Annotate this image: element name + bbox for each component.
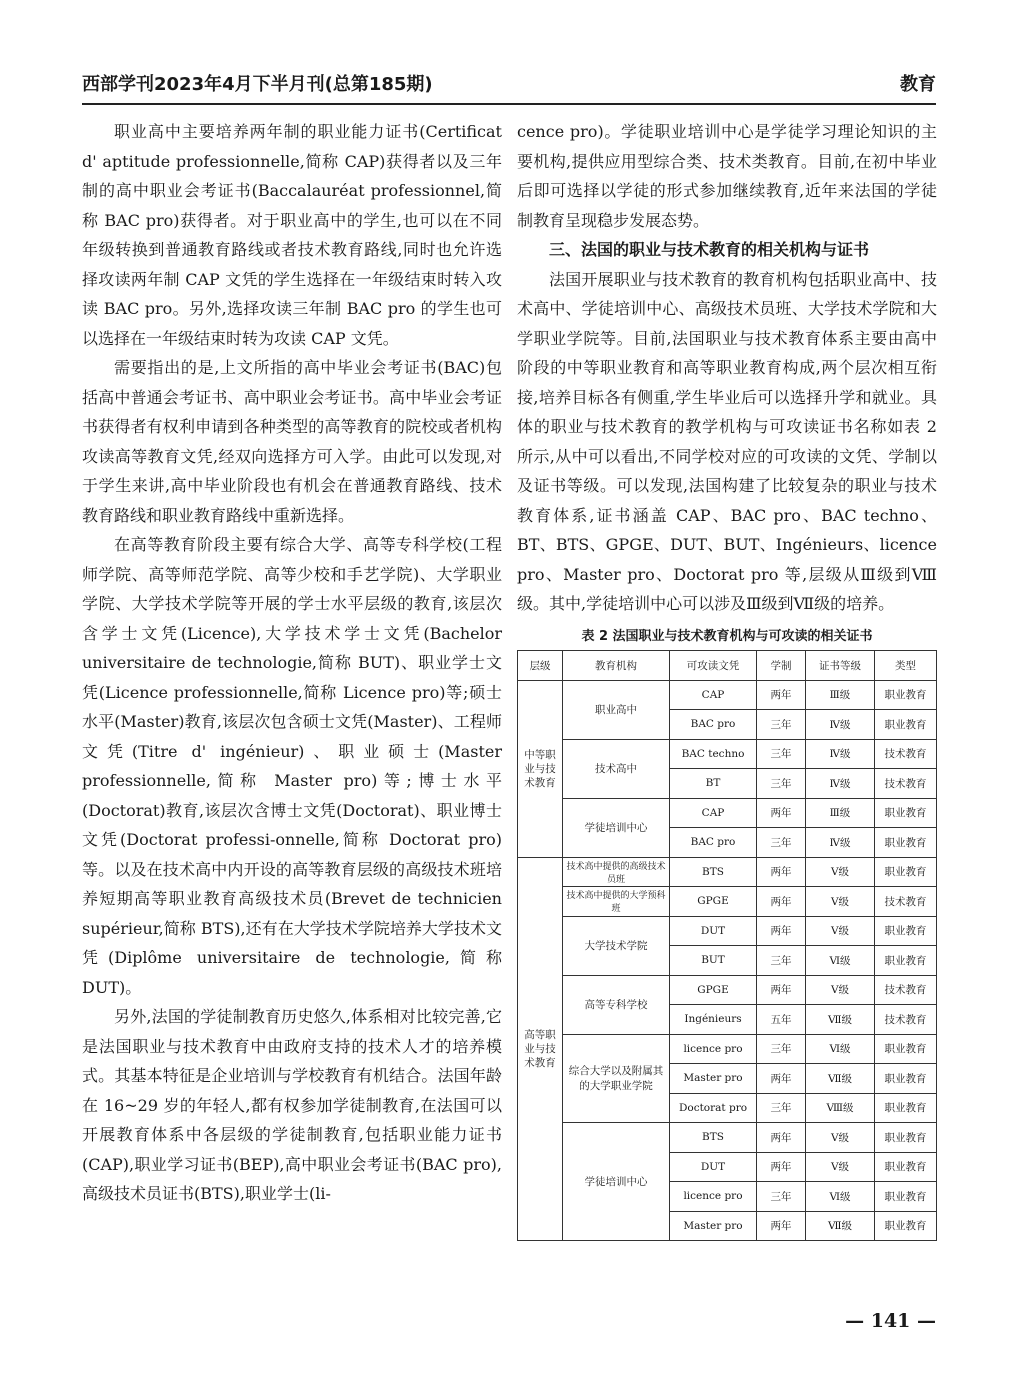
table-cell: BAC pro	[670, 710, 757, 740]
table-cell: Ⅷ级	[806, 1093, 875, 1123]
table-cell: BTS	[670, 857, 757, 887]
table-cell: 技术教育	[875, 739, 937, 769]
table-cell: 职业教育	[875, 1182, 937, 1212]
table-row	[518, 916, 937, 946]
table-cell: Ⅳ级	[806, 739, 875, 769]
table-cell: 职业教育	[875, 710, 937, 740]
table-cell: 职业教育	[875, 1093, 937, 1123]
section-label: 教育	[900, 74, 936, 95]
table-header-cell: 教育机构	[563, 650, 670, 680]
table-cell: Ⅵ级	[806, 1034, 875, 1064]
table-row	[518, 798, 937, 828]
table-cell: 三年	[757, 946, 806, 976]
paragraph-continuation: cence pro)。学徒职业培训中心是学徒学习理论知识的主要机构,提供应用型综合类、技术类教育。目前,在初中毕业后即可选择以学徒的形式参加继续教育,近年来法国的学徒制教育呈现稳步发展态势。	[517, 122, 937, 230]
table-cell: 职业教育	[875, 857, 937, 887]
table-cell: GPGE	[670, 975, 757, 1005]
table-row	[518, 857, 937, 887]
table-caption: 表 2 法国职业与技术教育机构与可攻读的相关证书	[581, 628, 873, 644]
table-header-cell: 层级	[518, 650, 563, 680]
table-cell: 两年	[757, 1064, 806, 1094]
table-cell: 三年	[757, 1034, 806, 1064]
institution-cell: 学徒培训中心	[563, 1123, 670, 1241]
table-cell: 职业教育	[875, 1123, 937, 1153]
table-cell: 职业教育	[875, 798, 937, 828]
table-cell: 两年	[757, 1152, 806, 1182]
table-row	[518, 680, 937, 710]
paragraph: 职业高中主要培养两年制的职业能力证书(Certificat d' aptitude professionnelle,简称 CAP)获得者以及三年制的高中职业会考证书(Baccalauréat professionnel,简称 BAC pro)获得者。对于职业高中的学生,也可以在不同年级转换到普通教育路线或者技术教育路线,同时也允许选择攻读两年制 CAP 文凭的学生选择在一年级结束时转入攻读 BAC pro。另外,选择攻读三年制 BAC pro 的学生也可以选择在一年级结束时转为攻读 CAP 文凭。	[82, 122, 502, 348]
institution-cell: 学徒培训中心	[563, 798, 670, 857]
table-cell: Ingénieurs	[670, 1005, 757, 1035]
table-cell: Ⅴ级	[806, 916, 875, 946]
table-cell: 两年	[757, 916, 806, 946]
table-cell: 两年	[757, 975, 806, 1005]
table-row	[518, 739, 937, 769]
level-cell: 中等职业与技术教育	[518, 680, 563, 857]
table-cell: 技术教育	[875, 975, 937, 1005]
table-cell: Ⅵ级	[806, 946, 875, 976]
table-row	[518, 887, 937, 917]
table-header-cell: 证书等级	[806, 650, 875, 680]
table-cell: Ⅶ级	[806, 1064, 875, 1094]
header-rule	[82, 103, 936, 105]
paragraph: 法国开展职业与技术教育的教育机构包括职业高中、技术高中、学徒培训中心、高级技术员班、大学技术学院和大学职业学院等。目前,法国职业与技术教育体系主要由高中阶段的中等职业教育和高等职业教育构成,两个层次相互衔接,培养目标各有侧重,学生毕业后可以选择升学和就业。具体的职业与技术教育的教学机构与可攻读证书名称如表 2 所示,从中可以看出,不同学校对应的可攻读的文凭、学制以及证书等级。可以发现,法国构建了比较复杂的职业与技术教育体系,证书涵盖 CAP、BAC pro、BAC techno、BT、BTS、GPGE、DUT、BUT、Ingénieurs、licence pro、Master pro、Doctorat pro 等,层级从Ⅲ级到Ⅷ级。其中,学徒培训中心可以涉及Ⅲ级到Ⅶ级的培养。	[517, 269, 937, 613]
table-header-cell: 类型	[875, 650, 937, 680]
table-cell: 两年	[757, 798, 806, 828]
table-cell: 三年	[757, 1093, 806, 1123]
table-cell: licence pro	[670, 1182, 757, 1212]
table-cell: licence pro	[670, 1034, 757, 1064]
table-header-row	[518, 650, 937, 680]
paragraph: 在高等教育阶段主要有综合大学、高等专科学校(工程师学院、高等师范学院、高等少校和手艺学院)、大学职业学院、大学技术学院等开展的学士水平层级的教育,该层次含学士文凭(Licence),大学技术学士文凭(Bachelor universitaire de technologie,简称 BUT)、职业学士文凭(Licence professionnelle,简称 Licence pro)等;硕士水平(Master)教育,该层次包含硕士文凭(Master)、工程师文凭(Titre d' ingénieur)、职业硕士(Master professionnelle,简称 Master pro)等;博士水平(Doctorat)教育,该层次含博士文凭(Doctorat)、职业博士文凭(Doctorat professi-onnelle,简称 Doctorat pro)等。以及在技术高中内开设的高等教育层级的高级技术班培养短期高等职业教育高级技术员(Brevet de technicien supérieur,简称 BTS),还有在大学技术学院培养大学技术文凭(Diplôme universitaire de technologie,简称 DUT)。	[82, 535, 502, 997]
table-cell: 职业教育	[875, 1034, 937, 1064]
table-cell: 职业教育	[875, 1211, 937, 1241]
paragraph: 需要指出的是,上文所指的高中毕业会考证书(BAC)包括高中普通会考证书、高中职业会考证书。高中毕业会考证书获得者有权利申请到各种类型的高等教育的院校或者机构攻读高等教育文凭,经双向选择方可入学。由此可以发现,对于学生来讲,高中毕业阶段也有机会在普通教育路线、技术教育路线和职业教育路线中重新选择。	[82, 358, 502, 525]
table-cell: BTS	[670, 1123, 757, 1153]
table-cell: CAP	[670, 680, 757, 710]
table-cell: DUT	[670, 1152, 757, 1182]
table-cell: Ⅲ级	[806, 798, 875, 828]
table-cell: DUT	[670, 916, 757, 946]
journal-title: 西部学刊2023年4月下半月刊(总第185期)	[82, 74, 433, 95]
table-row	[518, 975, 937, 1005]
table-cell: 两年	[757, 680, 806, 710]
table-cell: Ⅴ级	[806, 1152, 875, 1182]
table-cell: BAC pro	[670, 828, 757, 858]
table-row	[518, 1123, 937, 1153]
table-cell: 职业教育	[875, 680, 937, 710]
table-row	[518, 1034, 937, 1064]
institution-cell: 技术高中提供的大学预科班	[563, 887, 670, 917]
table-cell: Ⅲ级	[806, 680, 875, 710]
table-cell: Ⅵ级	[806, 1182, 875, 1212]
paragraph: 另外,法国的学徒制教育历史悠久,体系相对比较完善,它是法国职业与技术教育中由政府支持的技术人才的培养模式。其基本特征是企业培训与学校教育有机结合。法国年龄在 16~29 岁的年轻人,都有权参加学徒制教育,在法国可以开展教育体系中各层级的学徒制教育,包括职业能力证书(CAP),职业学习证书(BEP),高中职业会考证书(BAC pro),高级技术员证书(BTS),职业学士(li-	[82, 1007, 502, 1203]
table-cell: Doctorat pro	[670, 1093, 757, 1123]
table-cell: 三年	[757, 710, 806, 740]
table-cell: 两年	[757, 887, 806, 917]
table-cell: 三年	[757, 828, 806, 858]
table-header-cell: 学制	[757, 650, 806, 680]
table-header-cell: 可攻读文凭	[670, 650, 757, 680]
institution-cell: 高等专科学校	[563, 975, 670, 1034]
institution-cell: 综合大学以及附属其的大学职业学院	[563, 1034, 670, 1123]
institution-cell: 大学技术学院	[563, 916, 670, 975]
table-cell: 职业教育	[875, 1152, 937, 1182]
table-cell: 技术教育	[875, 1005, 937, 1035]
table-cell: 职业教育	[875, 946, 937, 976]
table-cell: Ⅳ级	[806, 769, 875, 799]
table-cell: 三年	[757, 739, 806, 769]
right-column	[517, 117, 937, 1241]
table-cell: 职业教育	[875, 1064, 937, 1094]
table-cell: Master pro	[670, 1064, 757, 1094]
table-cell: 技术教育	[875, 769, 937, 799]
table-cell: Ⅳ级	[806, 828, 875, 858]
table-cell: Ⅶ级	[806, 1005, 875, 1035]
institution-cell: 技术高中	[563, 739, 670, 798]
table-cell: 三年	[757, 769, 806, 799]
table-cell: Ⅴ级	[806, 1123, 875, 1153]
left-column	[82, 117, 502, 1209]
table-cell: 两年	[757, 1211, 806, 1241]
table-cell: 两年	[757, 857, 806, 887]
table-cell: BAC techno	[670, 739, 757, 769]
table-cell: 三年	[757, 1182, 806, 1212]
table-cell: BT	[670, 769, 757, 799]
table-body	[518, 680, 937, 1241]
section-heading: 三、法国的职业与技术教育的相关机构与证书	[549, 240, 870, 259]
table-cell: 职业教育	[875, 916, 937, 946]
certificate-table	[517, 650, 937, 1242]
table-cell: Ⅳ级	[806, 710, 875, 740]
table-cell: CAP	[670, 798, 757, 828]
table-cell: Master pro	[670, 1211, 757, 1241]
institution-cell: 技术高中提供的高级技术员班	[563, 857, 670, 887]
table-cell: 职业教育	[875, 828, 937, 858]
table-cell: BUT	[670, 946, 757, 976]
table-cell: 技术教育	[875, 887, 937, 917]
table-cell: Ⅴ级	[806, 887, 875, 917]
table-cell: Ⅴ级	[806, 975, 875, 1005]
institution-cell: 职业高中	[563, 680, 670, 739]
table-cell: GPGE	[670, 887, 757, 917]
table-cell: 两年	[757, 1123, 806, 1153]
level-cell: 高等职业与技术教育	[518, 857, 563, 1241]
table-cell: Ⅶ级	[806, 1211, 875, 1241]
page-number: — 141 —	[845, 1310, 936, 1332]
table-cell: Ⅴ级	[806, 857, 875, 887]
table-cell: 五年	[757, 1005, 806, 1035]
